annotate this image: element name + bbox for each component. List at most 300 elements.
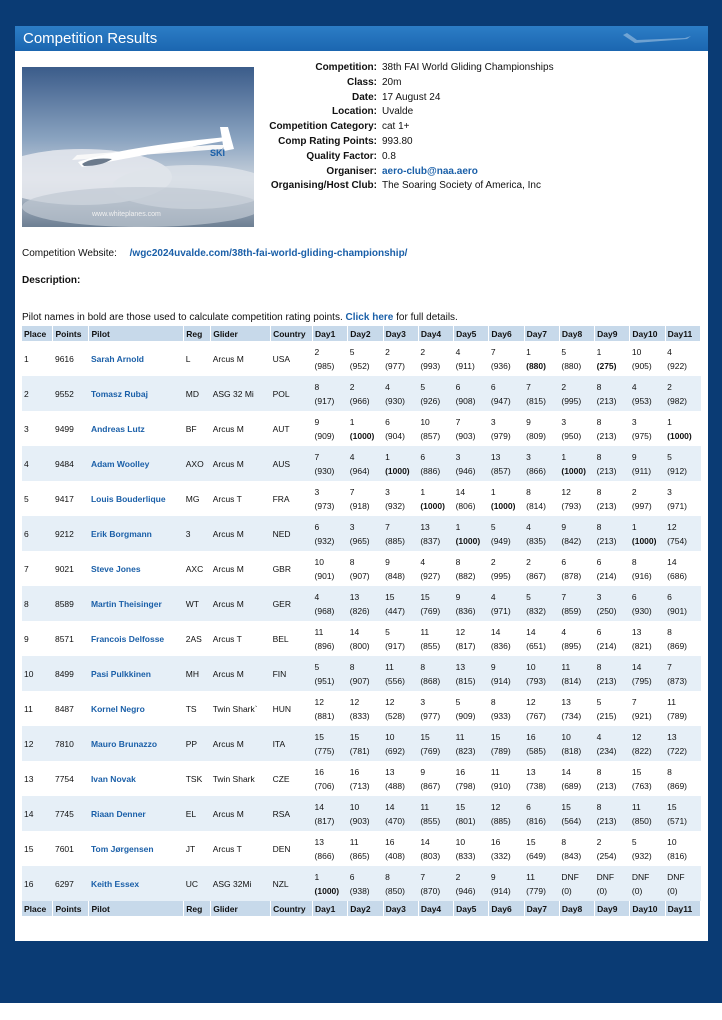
day-cell (665, 831, 700, 866)
website-link[interactable]: /wgc2024uvalde.com/38th-fai-world-gliding-championship/ (129, 248, 408, 259)
day-cell (595, 551, 630, 586)
day-rank: DNF (596, 871, 615, 882)
day-rank: 13 (490, 451, 501, 462)
day-rank: 5 (631, 836, 637, 847)
day-points: (930) (314, 465, 335, 476)
day-cell (489, 761, 524, 796)
pilot-link[interactable]: Louis Bouderlique (89, 481, 184, 516)
day-cell (418, 411, 453, 446)
day-rank: 3 (667, 486, 672, 497)
results-table (22, 326, 701, 916)
day-rank: 11 (631, 801, 641, 812)
day-rank: 15 (420, 591, 430, 602)
day-cell (524, 481, 559, 516)
day-cell (313, 621, 348, 656)
organiser-email-link[interactable]: aero-club@naa.aero (382, 165, 478, 177)
table-row (22, 866, 701, 901)
day-cell (524, 866, 559, 901)
photo-caption: www.whiteplanes.com (92, 211, 161, 218)
column-header-day10: Day10 (630, 326, 665, 341)
day-cell (348, 621, 383, 656)
footer-column-header-day5: Day5 (454, 901, 489, 916)
day-points: (882) (455, 570, 476, 581)
country-cell: GER (271, 586, 313, 621)
reg-cell: AXO (184, 446, 211, 481)
day-cell (418, 551, 453, 586)
day-rank: 8 (667, 766, 672, 777)
day-cell (665, 621, 700, 656)
day-points: (0) (561, 885, 572, 896)
day-rank: 8 (596, 451, 602, 462)
column-header-pilot: Pilot (89, 326, 184, 341)
table-body (22, 341, 701, 901)
pilot-link[interactable]: Keith Essex (89, 866, 184, 901)
pilot-link[interactable]: Andreas Lutz (89, 411, 184, 446)
day-cell (524, 411, 559, 446)
day-cell (383, 761, 418, 796)
day-points: (932) (631, 850, 652, 861)
day-cell (348, 411, 383, 446)
day-points: (769) (420, 745, 441, 756)
day-rank: 13 (526, 766, 536, 777)
info-value: 993.80 (382, 135, 413, 147)
day-cell (489, 831, 524, 866)
day-cell (383, 726, 418, 761)
day-points: (213) (596, 815, 617, 826)
info-label: Date: (351, 91, 377, 103)
day-points: (977) (385, 360, 405, 371)
day-rank: 14 (490, 626, 501, 637)
day-points: (781) (349, 745, 370, 756)
day-points: (801) (455, 815, 476, 826)
day-cell (313, 726, 348, 761)
day-rank: 13 (420, 521, 430, 532)
day-cell (383, 516, 418, 551)
day-cell (559, 621, 594, 656)
day-cell (630, 656, 665, 691)
day-points: (1000) (455, 535, 481, 546)
day-rank: 10 (631, 346, 642, 357)
day-points: (926) (420, 395, 441, 406)
day-cell (595, 411, 630, 446)
day-points: (985) (314, 360, 335, 371)
day-points: (826) (349, 605, 370, 616)
points-cell: 9484 (53, 446, 89, 481)
day-points: (816) (526, 815, 546, 826)
table-row (22, 481, 701, 516)
info-row-competition (265, 61, 705, 76)
day-points: (947) (490, 395, 511, 406)
day-rank: 4 (667, 346, 672, 357)
reg-cell: MG (184, 481, 211, 516)
day-cell (313, 831, 348, 866)
table-row (22, 761, 701, 796)
day-rank: 10 (420, 416, 430, 427)
day-rank: 3 (596, 591, 602, 602)
country-cell: AUS (271, 446, 313, 481)
day-points: (763) (631, 780, 652, 791)
day-points: (885) (490, 815, 511, 826)
day-rank: 4 (631, 381, 637, 392)
day-rank: 12 (314, 696, 324, 707)
pilot-link[interactable]: Ivan Novak (89, 761, 184, 796)
day-cell (348, 376, 383, 411)
day-cell (630, 376, 665, 411)
day-cell (559, 446, 594, 481)
day-cell (348, 481, 383, 516)
day-points: (814) (561, 675, 582, 686)
day-cell (665, 411, 700, 446)
day-points: (977) (420, 710, 441, 721)
country-cell: POL (271, 376, 313, 411)
day-points: (214) (596, 640, 617, 651)
day-rank: 5 (349, 346, 355, 357)
pilot-link[interactable]: Sarah Arnold (89, 341, 184, 376)
day-points: (213) (596, 430, 617, 441)
day-cell (595, 341, 630, 376)
table-row (22, 621, 701, 656)
day-cell (524, 376, 559, 411)
day-rank: 5 (667, 451, 672, 462)
day-cell (313, 761, 348, 796)
day-points: (447) (385, 605, 405, 616)
pilot-link[interactable]: Adam Woolley (89, 446, 184, 481)
day-points: (836) (490, 640, 511, 651)
day-rank: 15 (561, 801, 571, 812)
day-points: (585) (526, 745, 546, 756)
day-points: (857) (490, 465, 511, 476)
day-cell (630, 796, 665, 831)
day-rank: 6 (349, 871, 355, 882)
footer-column-header-country: Country (271, 901, 313, 916)
day-points: (903) (455, 430, 476, 441)
column-header-glider: Glider (211, 326, 271, 341)
footer-column-header-day1: Day1 (313, 901, 348, 916)
place-cell: 13 (22, 761, 53, 796)
day-cell (454, 691, 489, 726)
day-cell (559, 691, 594, 726)
day-rank: 1 (561, 451, 567, 462)
day-points: (754) (667, 535, 687, 546)
day-rank: 8 (596, 521, 602, 532)
reg-cell: PP (184, 726, 211, 761)
day-cell (454, 481, 489, 516)
day-points: (912) (667, 465, 687, 476)
day-rank: 14 (420, 836, 430, 847)
info-label: Quality Factor: (306, 150, 377, 162)
day-points: (936) (490, 360, 511, 371)
country-cell: NZL (271, 866, 313, 901)
reg-cell: L (184, 341, 211, 376)
points-cell: 9417 (53, 481, 89, 516)
day-cell (348, 726, 383, 761)
place-cell: 7 (22, 551, 53, 586)
day-points: (866) (526, 465, 546, 476)
day-rank: 6 (490, 381, 496, 392)
day-points: (886) (420, 465, 441, 476)
day-points: (800) (349, 640, 370, 651)
day-points: (930) (631, 605, 652, 616)
glider-cell: Arcus T (211, 481, 271, 516)
day-points: (1000) (420, 500, 445, 511)
day-cell (630, 691, 665, 726)
day-points: (952) (349, 360, 370, 371)
info-row-class (265, 76, 705, 91)
day-points: (528) (385, 710, 405, 721)
day-points: (895) (561, 640, 582, 651)
day-cell (383, 691, 418, 726)
info-value: Uvalde (382, 106, 414, 118)
country-cell: FRA (271, 481, 313, 516)
info-row-organiser (265, 165, 705, 180)
day-points: (909) (314, 430, 335, 441)
day-rank: 2 (561, 381, 567, 392)
place-cell: 8 (22, 586, 53, 621)
day-cell (559, 761, 594, 796)
info-value: The Soaring Society of America, Inc (382, 180, 541, 192)
day-rank: 4 (596, 731, 602, 742)
day-cell (313, 586, 348, 621)
footer-column-header-day8: Day8 (559, 901, 594, 916)
day-cell (489, 866, 524, 901)
reg-cell: 2AS (184, 621, 211, 656)
place-cell: 3 (22, 411, 53, 446)
footer-column-header-day7: Day7 (524, 901, 559, 916)
place-cell: 16 (22, 866, 53, 901)
reg-cell: TS (184, 691, 211, 726)
day-cell (524, 656, 559, 691)
day-rank: 11 (420, 626, 430, 637)
day-points: (795) (631, 675, 652, 686)
day-points: (932) (385, 500, 405, 511)
day-points: (918) (349, 500, 370, 511)
day-cell (489, 656, 524, 691)
day-points: (649) (526, 850, 546, 861)
day-rank: 1 (420, 486, 426, 497)
info-value: 38th FAI World Gliding Championships (382, 62, 554, 73)
points-cell: 7810 (53, 726, 89, 761)
day-rank: 6 (385, 416, 390, 427)
day-points: (213) (596, 535, 617, 546)
reg-cell: MD (184, 376, 211, 411)
pilot-link[interactable]: Steve Jones (89, 551, 184, 586)
day-cell (348, 796, 383, 831)
day-cell (418, 341, 453, 376)
day-cell (489, 551, 524, 586)
day-cell (665, 796, 700, 831)
day-points: (904) (385, 430, 405, 441)
day-cell (348, 691, 383, 726)
day-points: (571) (667, 815, 687, 826)
day-cell (454, 726, 489, 761)
day-rank: 15 (420, 731, 430, 742)
day-points: (706) (314, 780, 335, 791)
table-row (22, 796, 701, 831)
day-cell (559, 376, 594, 411)
day-cell (383, 586, 418, 621)
day-points: (933) (490, 710, 511, 721)
day-points: (556) (385, 675, 405, 686)
day-rank: 5 (455, 696, 461, 707)
day-rank: 14 (455, 486, 466, 497)
day-points: (927) (420, 570, 441, 581)
day-cell (313, 341, 348, 376)
day-cell (418, 656, 453, 691)
day-points: (815) (526, 395, 546, 406)
day-cell (524, 761, 559, 796)
day-points: (793) (561, 500, 582, 511)
day-points: (832) (526, 605, 546, 616)
day-rank: 15 (631, 766, 642, 777)
day-rank: 2 (667, 381, 672, 392)
day-points: (908) (455, 395, 476, 406)
glider-cell: Twin Shark` (211, 691, 271, 726)
column-header-day7: Day7 (524, 326, 559, 341)
day-cell (559, 411, 594, 446)
day-points: (1000) (490, 500, 516, 511)
day-points: (814) (526, 500, 546, 511)
day-cell (454, 446, 489, 481)
pilot-link[interactable]: Erik Borgmann (89, 516, 184, 551)
day-points: (917) (385, 640, 405, 651)
footer-column-header-pilot: Pilot (89, 901, 184, 916)
day-rank: 9 (385, 556, 390, 567)
day-points: (855) (420, 815, 441, 826)
pilot-link[interactable]: Francois Delfosse (89, 621, 184, 656)
place-cell: 2 (22, 376, 53, 411)
pilot-link[interactable]: Pasi Pulkkinen (89, 656, 184, 691)
glider-cell: Arcus M (211, 656, 271, 691)
day-points: (1000) (631, 535, 657, 546)
click-here-link[interactable]: Click here (345, 312, 394, 323)
day-rank: 3 (420, 696, 426, 707)
day-cell (383, 446, 418, 481)
day-points: (979) (490, 430, 511, 441)
day-rank: 12 (561, 486, 571, 497)
day-points: (914) (490, 885, 511, 896)
day-points: (250) (596, 605, 617, 616)
points-cell: 8589 (53, 586, 89, 621)
day-cell (454, 516, 489, 551)
day-rank: 7 (667, 661, 672, 672)
day-points: (821) (631, 640, 652, 651)
footer-column-header-place: Place (22, 901, 53, 916)
day-rank: 9 (490, 871, 496, 882)
day-rank: 8 (596, 661, 602, 672)
table-row (22, 656, 701, 691)
day-cell (524, 586, 559, 621)
pilot-link[interactable]: Riaan Denner (89, 796, 184, 831)
day-cell (454, 621, 489, 656)
country-cell: AUT (271, 411, 313, 446)
footer-column-header-day6: Day6 (489, 901, 524, 916)
pilot-link[interactable]: Mauro Brunazzo (89, 726, 184, 761)
day-rank: 7 (349, 486, 355, 497)
pilot-link[interactable]: Tom Jørgensen (89, 831, 184, 866)
day-cell (489, 586, 524, 621)
day-rank: 16 (314, 766, 324, 777)
day-rank: 11 (526, 871, 535, 882)
day-points: (855) (420, 640, 441, 651)
day-rank: 14 (314, 801, 324, 812)
pilot-link[interactable]: Martin Theisinger (89, 586, 184, 621)
day-points: (837) (420, 535, 441, 546)
pilot-link[interactable]: Tomasz Rubaj (89, 376, 184, 411)
day-cell (383, 831, 418, 866)
day-points: (822) (631, 745, 652, 756)
day-rank: 16 (455, 766, 466, 777)
day-points: (922) (667, 360, 687, 371)
day-cell (524, 516, 559, 551)
day-points: (798) (455, 780, 476, 791)
day-cell (454, 341, 489, 376)
day-points: (870) (420, 885, 441, 896)
day-rank: 8 (490, 696, 496, 707)
day-points: (975) (631, 430, 652, 441)
day-points: (901) (314, 570, 335, 581)
day-rank: 8 (455, 556, 461, 567)
table-row (22, 341, 701, 376)
day-rank: 5 (526, 591, 531, 602)
table-row (22, 411, 701, 446)
day-rank: 11 (667, 696, 676, 707)
day-cell (665, 341, 700, 376)
day-cell (559, 341, 594, 376)
day-points: (971) (490, 605, 511, 616)
footer-column-header-day2: Day2 (348, 901, 383, 916)
info-label: Competition: (315, 62, 377, 73)
day-cell (454, 376, 489, 411)
day-rank: 1 (631, 521, 637, 532)
day-points: (692) (385, 745, 405, 756)
day-points: (0) (667, 885, 678, 896)
place-cell: 11 (22, 691, 53, 726)
day-points: (914) (490, 675, 511, 686)
day-rank: 8 (561, 836, 567, 847)
day-cell (595, 866, 630, 901)
day-rank: 7 (314, 451, 320, 462)
day-rank: 6 (455, 381, 461, 392)
day-rank: 3 (385, 486, 390, 497)
day-cell (559, 586, 594, 621)
day-points: (818) (561, 745, 582, 756)
day-rank: 12 (455, 626, 466, 637)
day-rank: 12 (385, 696, 395, 707)
day-cell (313, 376, 348, 411)
day-cell (313, 411, 348, 446)
day-cell (454, 866, 489, 901)
day-rank: 16 (490, 836, 501, 847)
day-rank: 10 (314, 556, 324, 567)
day-points: (857) (420, 430, 441, 441)
pilot-link[interactable]: Kornel Negro (89, 691, 184, 726)
day-cell (383, 796, 418, 831)
bottom-band (0, 1003, 722, 1020)
day-cell (418, 481, 453, 516)
day-rank: 11 (349, 836, 359, 847)
day-rank: DNF (561, 871, 579, 882)
points-cell: 9552 (53, 376, 89, 411)
day-cell (595, 726, 630, 761)
day-points: (213) (596, 500, 617, 511)
country-cell: FIN (271, 656, 313, 691)
day-points: (836) (455, 605, 476, 616)
day-points: (868) (420, 675, 441, 686)
country-cell: ITA (271, 726, 313, 761)
day-points: (722) (667, 745, 687, 756)
day-points: (793) (526, 675, 546, 686)
day-rank: 11 (455, 731, 465, 742)
